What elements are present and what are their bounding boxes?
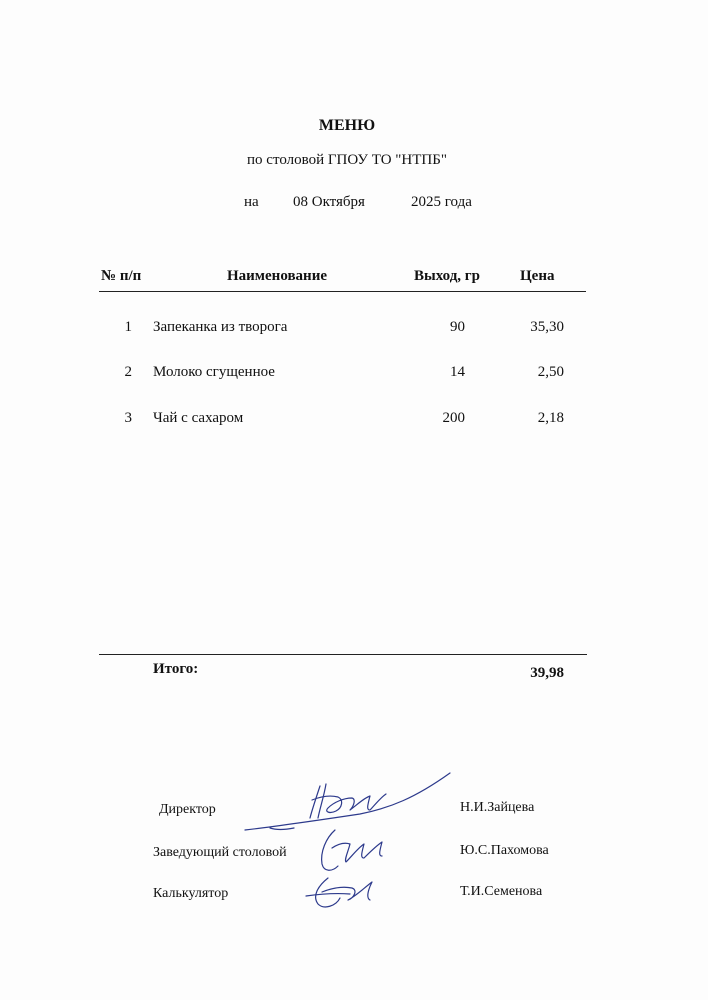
column-header-price: Цена <box>520 268 555 284</box>
table-row-yield: 14 <box>450 364 465 380</box>
table-row-yield: 200 <box>442 410 465 426</box>
table-row-name: Чай с сахаром <box>153 410 244 426</box>
table-row-name: Молоко сгущенное <box>153 364 275 380</box>
signature-name-calculator: Т.И.Семенова <box>460 884 543 899</box>
table-row-yield: 90 <box>450 319 465 335</box>
document-subtitle: по столовой ГПОУ ТО "НТПБ" <box>247 152 447 168</box>
signature-role-canteen-head: Заведующий столовой <box>153 845 287 860</box>
document-title: МЕНЮ <box>318 117 376 134</box>
table-row-num: 3 <box>124 410 132 426</box>
table-row-num: 2 <box>124 364 132 380</box>
table-row-price: 35,30 <box>530 319 564 335</box>
total-value: 39,98 <box>530 665 564 681</box>
column-header-yield: Выход, гр <box>414 268 480 284</box>
table-header-rule <box>99 291 586 292</box>
table-footer-rule <box>99 654 587 655</box>
table-row-price: 2,50 <box>537 364 564 380</box>
signature-role-calculator: Калькулятор <box>153 886 229 901</box>
column-header-name: Наименование <box>227 268 327 284</box>
signature-name-director: Н.И.Зайцева <box>460 800 535 815</box>
date-day: 08 Октября <box>293 194 365 210</box>
total-label: Итого: <box>153 661 199 677</box>
column-header-num: № п/п <box>101 268 142 284</box>
date-prefix: на <box>244 194 259 210</box>
handwritten-signatures <box>240 768 460 918</box>
signature-role-director: Директор <box>159 802 216 817</box>
table-row-num: 1 <box>124 319 132 335</box>
date-year: 2025 года <box>411 194 472 210</box>
signature-name-canteen-head: Ю.С.Пахомова <box>460 843 549 858</box>
table-row-price: 2,18 <box>537 410 564 426</box>
table-row-name: Запеканка из творога <box>153 319 288 335</box>
